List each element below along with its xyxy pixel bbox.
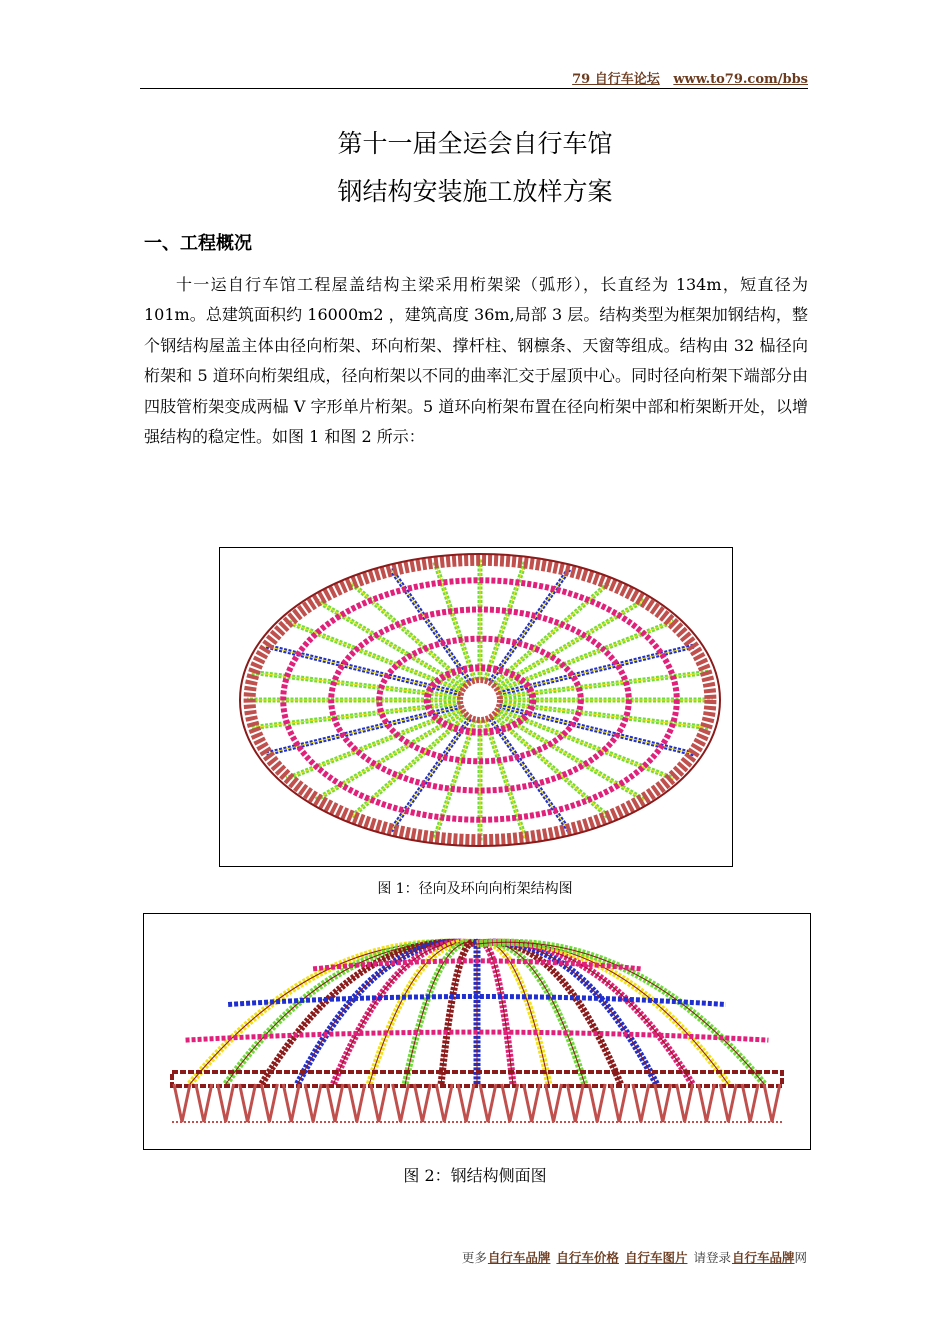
section-heading: 一、工程概况 (144, 233, 252, 254)
v-leg-truss (436, 1084, 452, 1122)
footer-middle: 请登录 (693, 1250, 731, 1265)
body-paragraph: 十一运自行车馆工程屋盖结构主梁采用桁架梁（弧形），长直经为 134m，短直径为 101m。总建筑面积约 16000m2 ，建筑高度 36m,局部 3 层。结构类型为框架加钢结构，整个钢结构屋盖主体由径向桁架、环向桁架、撑杆柱、钢檩条、天窗等组成。结构由 32 榀径向桁架和 5 道环向桁架组成，径向桁架以不同的曲率汇交于屋顶中心。同时径向桁架下端部分由四肢管桁架变成两榀 V 字形单片桁架。5 道环向桁架布置在径向桁架中部和桁架断开处，以增强结构的稳定性。如图 1 和图 2 所示： (144, 275, 808, 447)
v-leg-truss (677, 1084, 693, 1122)
v-leg-truss (349, 1084, 365, 1122)
footer-link-brand-site[interactable]: 自行车品牌 (731, 1250, 795, 1265)
footer-suffix: 网 (794, 1250, 807, 1265)
v-leg-truss (545, 1084, 561, 1122)
figure-1-drawing (220, 548, 732, 866)
v-leg-truss (698, 1084, 714, 1122)
v-leg-truss (458, 1084, 474, 1122)
page-header (140, 68, 808, 90)
footer-link-price[interactable]: 自行车价格 (556, 1250, 619, 1265)
v-leg-truss (633, 1084, 649, 1122)
header-rule (140, 88, 808, 89)
figure-2-side-view (143, 913, 811, 1150)
v-leg-truss (742, 1084, 758, 1122)
v-leg-truss (764, 1084, 780, 1122)
v-leg-truss (414, 1084, 430, 1122)
v-leg-truss (393, 1084, 409, 1122)
document-title-line2: 钢结构安装施工放样方案 (337, 177, 613, 206)
v-leg-truss (261, 1084, 277, 1122)
v-leg-truss (305, 1084, 321, 1122)
footer-prefix: 更多 (461, 1250, 487, 1265)
footer-link-pictures[interactable]: 自行车图片 (624, 1250, 688, 1265)
figure-2-drawing (144, 914, 810, 1149)
footer-link-brand[interactable]: 自行车品牌 (487, 1250, 551, 1265)
figure-2-caption: 图 2：钢结构侧面图 (403, 1166, 547, 1185)
v-leg-truss (655, 1084, 671, 1122)
page-footer (462, 1248, 808, 1266)
v-leg-truss (589, 1084, 605, 1122)
v-leg-truss (327, 1084, 343, 1122)
v-leg-truss (611, 1084, 627, 1122)
v-leg-truss (283, 1084, 299, 1122)
v-leg-truss (720, 1084, 736, 1122)
figure-1-caption: 图 1：径向及环向向桁架结构图 (377, 881, 573, 897)
v-leg-truss (240, 1084, 256, 1122)
forum-url-link[interactable]: www.to79.com/bbs (673, 72, 808, 87)
forum-link[interactable]: 79 自行车论坛 (572, 72, 660, 87)
v-leg-truss (196, 1084, 212, 1122)
center-ring (460, 680, 500, 720)
v-leg-truss (218, 1084, 234, 1122)
v-leg-truss (371, 1084, 387, 1122)
document-title-line1: 第十一届全运会自行车馆 (337, 129, 613, 158)
v-leg-truss (502, 1084, 518, 1122)
v-leg-truss (567, 1084, 583, 1122)
v-leg-truss (174, 1084, 190, 1122)
v-leg-truss (524, 1084, 540, 1122)
v-leg-truss (480, 1084, 496, 1122)
figure-1-plan-view (219, 547, 733, 867)
